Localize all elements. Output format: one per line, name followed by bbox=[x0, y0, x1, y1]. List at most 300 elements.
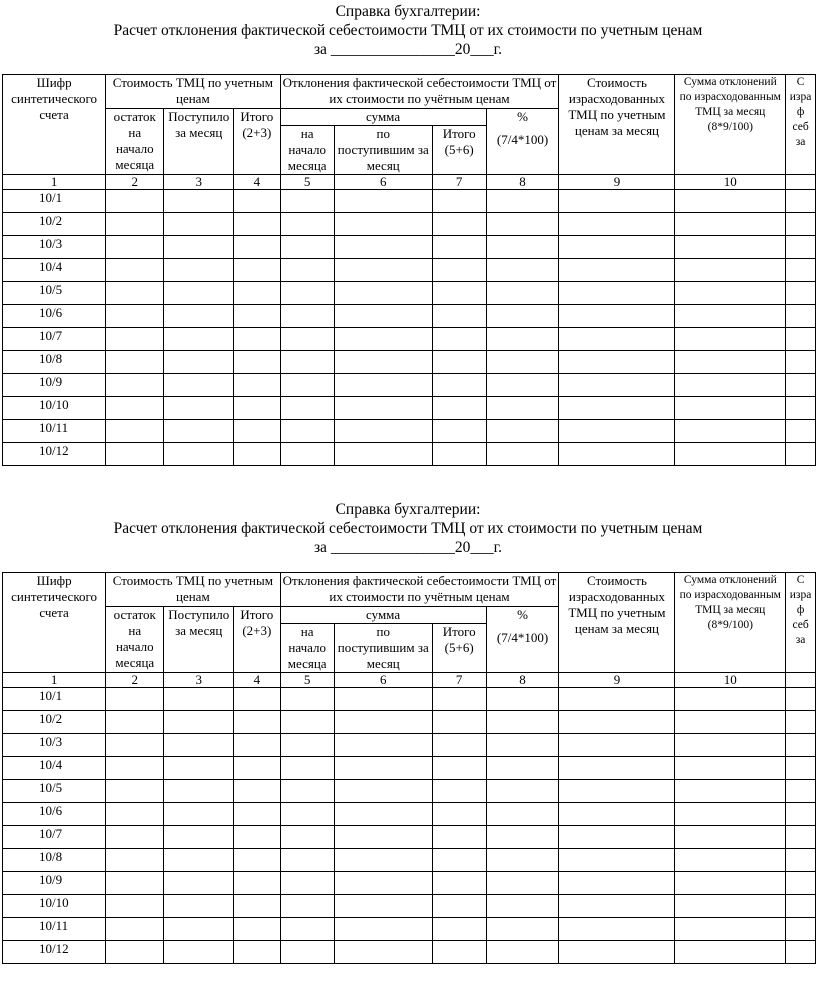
data-cell[interactable] bbox=[234, 780, 280, 803]
data-cell[interactable] bbox=[164, 849, 234, 872]
data-cell[interactable] bbox=[334, 328, 432, 351]
data-cell[interactable] bbox=[675, 236, 786, 259]
account-code-cell: 10/4 bbox=[3, 259, 106, 282]
data-cell[interactable] bbox=[432, 688, 486, 711]
data-cell[interactable] bbox=[334, 420, 432, 443]
data-cell[interactable] bbox=[334, 190, 432, 213]
data-cell[interactable] bbox=[786, 826, 816, 849]
data-cell[interactable] bbox=[280, 328, 334, 351]
data-cell[interactable] bbox=[559, 236, 675, 259]
data-cell[interactable] bbox=[486, 734, 559, 757]
data-cell[interactable] bbox=[675, 351, 786, 374]
table-row bbox=[3, 757, 816, 780]
data-cell[interactable] bbox=[675, 918, 786, 941]
data-cell[interactable] bbox=[334, 803, 432, 826]
data-cell[interactable] bbox=[106, 849, 164, 872]
data-cell[interactable] bbox=[559, 213, 675, 236]
col-total-2-3: Итого (2+3) bbox=[234, 109, 280, 175]
account-code-cell: 10/10 bbox=[3, 895, 106, 918]
data-cell[interactable] bbox=[164, 780, 234, 803]
data-cell[interactable] bbox=[106, 259, 164, 282]
data-cell[interactable] bbox=[234, 213, 280, 236]
data-cell[interactable] bbox=[486, 711, 559, 734]
data-cell[interactable] bbox=[280, 849, 334, 872]
data-cell[interactable] bbox=[234, 259, 280, 282]
data-cell[interactable] bbox=[675, 328, 786, 351]
data-cell[interactable] bbox=[280, 734, 334, 757]
data-cell[interactable] bbox=[786, 803, 816, 826]
data-cell[interactable] bbox=[334, 213, 432, 236]
col-percent bbox=[486, 109, 559, 175]
data-cell[interactable] bbox=[786, 941, 816, 964]
data-cell[interactable] bbox=[106, 397, 164, 420]
data-cell[interactable] bbox=[234, 872, 280, 895]
data-cell[interactable] bbox=[432, 941, 486, 964]
data-cell[interactable] bbox=[164, 351, 234, 374]
data-cell[interactable] bbox=[559, 259, 675, 282]
data-cell[interactable] bbox=[334, 351, 432, 374]
data-cell[interactable] bbox=[786, 757, 816, 780]
data-cell[interactable] bbox=[164, 259, 234, 282]
data-cell[interactable] bbox=[786, 328, 816, 351]
data-cell[interactable] bbox=[432, 420, 486, 443]
data-cell[interactable] bbox=[675, 711, 786, 734]
data-cell[interactable] bbox=[786, 190, 816, 213]
data-cell[interactable] bbox=[432, 895, 486, 918]
data-cell[interactable] bbox=[334, 757, 432, 780]
data-cell[interactable] bbox=[164, 420, 234, 443]
col-num: 5 bbox=[280, 175, 334, 190]
data-cell[interactable] bbox=[786, 259, 816, 282]
data-cell[interactable] bbox=[106, 895, 164, 918]
data-cell[interactable] bbox=[786, 213, 816, 236]
data-cell[interactable] bbox=[786, 688, 816, 711]
data-cell[interactable] bbox=[164, 443, 234, 466]
data-cell[interactable] bbox=[432, 397, 486, 420]
account-code-cell: 10/12 bbox=[3, 443, 106, 466]
data-cell[interactable] bbox=[280, 259, 334, 282]
table-row bbox=[3, 236, 816, 259]
data-cell[interactable] bbox=[559, 688, 675, 711]
data-cell[interactable] bbox=[164, 872, 234, 895]
data-cell[interactable] bbox=[559, 351, 675, 374]
data-cell[interactable] bbox=[559, 941, 675, 964]
data-cell[interactable] bbox=[106, 282, 164, 305]
data-cell[interactable] bbox=[334, 305, 432, 328]
data-cell[interactable] bbox=[675, 941, 786, 964]
data-cell[interactable] bbox=[234, 895, 280, 918]
account-code-cell: 10/8 bbox=[3, 849, 106, 872]
data-cell[interactable] bbox=[164, 757, 234, 780]
data-cell[interactable] bbox=[486, 374, 559, 397]
data-cell[interactable] bbox=[432, 780, 486, 803]
data-cell[interactable] bbox=[234, 688, 280, 711]
col-consumed-cost: Стоимость израсходованных ТМЦ по учетным ценам за месяц bbox=[559, 573, 675, 673]
data-cell[interactable] bbox=[559, 397, 675, 420]
data-cell[interactable] bbox=[559, 374, 675, 397]
data-cell[interactable] bbox=[106, 941, 164, 964]
data-cell[interactable] bbox=[280, 397, 334, 420]
col-num: 3 bbox=[164, 673, 234, 688]
data-cell[interactable] bbox=[106, 443, 164, 466]
data-cell[interactable] bbox=[559, 803, 675, 826]
data-cell[interactable] bbox=[486, 259, 559, 282]
data-cell[interactable] bbox=[106, 328, 164, 351]
col-partial: С изра ф себ за bbox=[786, 573, 816, 673]
col-num: 9 bbox=[559, 175, 675, 190]
col-num: 10 bbox=[675, 175, 786, 190]
table-row bbox=[3, 328, 816, 351]
data-cell[interactable] bbox=[106, 305, 164, 328]
data-cell[interactable] bbox=[432, 305, 486, 328]
table-row bbox=[3, 826, 816, 849]
data-cell[interactable] bbox=[486, 236, 559, 259]
form-2-table bbox=[2, 572, 816, 964]
col-num: 4 bbox=[234, 673, 280, 688]
data-cell[interactable] bbox=[675, 305, 786, 328]
data-cell[interactable] bbox=[164, 305, 234, 328]
data-cell[interactable] bbox=[106, 213, 164, 236]
data-cell[interactable] bbox=[786, 780, 816, 803]
data-cell[interactable] bbox=[106, 803, 164, 826]
data-cell[interactable] bbox=[334, 849, 432, 872]
data-cell[interactable] bbox=[675, 826, 786, 849]
form-heading: Расчет отклонения фактической себестоимости ТМЦ от их стоимости по учетным ценам bbox=[113, 520, 703, 537]
data-cell[interactable] bbox=[675, 443, 786, 466]
data-cell[interactable] bbox=[675, 282, 786, 305]
data-cell[interactable] bbox=[234, 826, 280, 849]
data-cell[interactable] bbox=[786, 918, 816, 941]
percent-formula: (7/4*100) bbox=[496, 630, 549, 645]
data-cell[interactable] bbox=[675, 803, 786, 826]
data-cell[interactable] bbox=[559, 420, 675, 443]
data-cell[interactable] bbox=[164, 213, 234, 236]
form-heading: Расчет отклонения фактической себестоимости ТМЦ от их стоимости по учетным ценам bbox=[113, 22, 703, 39]
data-cell[interactable] bbox=[280, 351, 334, 374]
data-cell[interactable] bbox=[164, 711, 234, 734]
data-cell[interactable] bbox=[432, 328, 486, 351]
data-cell[interactable] bbox=[280, 305, 334, 328]
col-dev-received: по поступившим за месяц bbox=[334, 126, 432, 175]
col-num: 7 bbox=[432, 175, 486, 190]
data-cell[interactable] bbox=[559, 328, 675, 351]
data-cell[interactable] bbox=[432, 351, 486, 374]
data-cell[interactable] bbox=[106, 826, 164, 849]
data-cell[interactable] bbox=[486, 420, 559, 443]
data-cell[interactable] bbox=[164, 397, 234, 420]
data-cell[interactable] bbox=[559, 872, 675, 895]
column-numbers-row bbox=[3, 175, 816, 190]
data-cell[interactable] bbox=[432, 443, 486, 466]
data-cell[interactable] bbox=[786, 282, 816, 305]
account-code-cell: 10/2 bbox=[3, 213, 106, 236]
form-title: Справка бухгалтерии: bbox=[335, 501, 481, 518]
data-cell[interactable] bbox=[675, 780, 786, 803]
col-dev-total: Итого (5+6) bbox=[432, 126, 486, 175]
data-cell[interactable] bbox=[280, 190, 334, 213]
data-cell[interactable] bbox=[486, 213, 559, 236]
data-cell[interactable] bbox=[334, 688, 432, 711]
data-cell[interactable] bbox=[334, 711, 432, 734]
data-cell[interactable] bbox=[234, 282, 280, 305]
data-cell[interactable] bbox=[675, 734, 786, 757]
data-cell[interactable] bbox=[432, 803, 486, 826]
data-cell[interactable] bbox=[486, 803, 559, 826]
data-cell[interactable] bbox=[675, 420, 786, 443]
data-cell[interactable] bbox=[486, 849, 559, 872]
data-cell[interactable] bbox=[559, 918, 675, 941]
data-cell[interactable] bbox=[432, 190, 486, 213]
data-cell[interactable] bbox=[280, 780, 334, 803]
data-cell[interactable] bbox=[164, 236, 234, 259]
table-row bbox=[3, 305, 816, 328]
data-cell[interactable] bbox=[786, 895, 816, 918]
data-cell[interactable] bbox=[280, 711, 334, 734]
table-row bbox=[3, 420, 816, 443]
data-cell[interactable] bbox=[486, 757, 559, 780]
data-cell[interactable] bbox=[786, 734, 816, 757]
data-cell[interactable] bbox=[164, 941, 234, 964]
data-cell[interactable] bbox=[234, 420, 280, 443]
account-code-cell: 10/5 bbox=[3, 780, 106, 803]
data-cell[interactable] bbox=[675, 259, 786, 282]
col-consumed-cost: Стоимость израсходованных ТМЦ по учетным ценам за месяц bbox=[559, 75, 675, 175]
col-group-cost: Стоимость ТМЦ по учетным ценам bbox=[106, 75, 280, 109]
data-cell[interactable] bbox=[106, 918, 164, 941]
data-cell[interactable] bbox=[786, 351, 816, 374]
data-cell[interactable] bbox=[786, 236, 816, 259]
data-cell[interactable] bbox=[106, 190, 164, 213]
data-cell[interactable] bbox=[280, 236, 334, 259]
data-cell[interactable] bbox=[675, 374, 786, 397]
data-cell[interactable] bbox=[106, 711, 164, 734]
data-cell[interactable] bbox=[280, 688, 334, 711]
data-cell[interactable] bbox=[280, 443, 334, 466]
data-cell[interactable] bbox=[280, 895, 334, 918]
data-cell[interactable] bbox=[675, 688, 786, 711]
percent-formula: (7/4*100) bbox=[496, 132, 549, 147]
data-cell[interactable] bbox=[432, 918, 486, 941]
data-cell[interactable] bbox=[106, 374, 164, 397]
data-cell[interactable] bbox=[334, 941, 432, 964]
data-cell[interactable] bbox=[432, 849, 486, 872]
data-cell[interactable] bbox=[675, 849, 786, 872]
data-cell[interactable] bbox=[334, 397, 432, 420]
col-total-2-3: Итого (2+3) bbox=[234, 607, 280, 673]
data-cell[interactable] bbox=[280, 918, 334, 941]
data-cell[interactable] bbox=[106, 688, 164, 711]
data-cell[interactable] bbox=[675, 895, 786, 918]
data-cell[interactable] bbox=[334, 780, 432, 803]
col-num: 5 bbox=[280, 673, 334, 688]
col-num: 6 bbox=[334, 673, 432, 688]
data-cell[interactable] bbox=[486, 351, 559, 374]
data-cell[interactable] bbox=[106, 780, 164, 803]
table-row bbox=[3, 282, 816, 305]
data-cell[interactable] bbox=[106, 757, 164, 780]
data-cell[interactable] bbox=[234, 918, 280, 941]
data-cell[interactable] bbox=[432, 826, 486, 849]
data-cell[interactable] bbox=[280, 803, 334, 826]
data-cell[interactable] bbox=[234, 374, 280, 397]
data-cell[interactable] bbox=[334, 895, 432, 918]
data-cell[interactable] bbox=[486, 688, 559, 711]
table-row bbox=[3, 803, 816, 826]
data-cell[interactable] bbox=[432, 711, 486, 734]
data-cell[interactable] bbox=[486, 941, 559, 964]
data-cell[interactable] bbox=[164, 282, 234, 305]
col-num: 4 bbox=[234, 175, 280, 190]
data-cell[interactable] bbox=[432, 236, 486, 259]
period-line: за ________________20___г. bbox=[313, 41, 503, 58]
data-cell[interactable] bbox=[432, 872, 486, 895]
data-cell[interactable] bbox=[432, 259, 486, 282]
col-sum: сумма bbox=[280, 109, 486, 126]
data-cell[interactable] bbox=[280, 374, 334, 397]
data-cell[interactable] bbox=[432, 374, 486, 397]
data-cell[interactable] bbox=[486, 328, 559, 351]
table-row bbox=[3, 849, 816, 872]
data-cell[interactable] bbox=[234, 397, 280, 420]
data-cell[interactable] bbox=[106, 734, 164, 757]
data-cell[interactable] bbox=[334, 826, 432, 849]
data-cell[interactable] bbox=[559, 757, 675, 780]
col-dev-opening: на начало месяца bbox=[280, 624, 334, 673]
data-cell[interactable] bbox=[280, 941, 334, 964]
data-cell[interactable] bbox=[334, 259, 432, 282]
data-cell[interactable] bbox=[675, 190, 786, 213]
data-cell[interactable] bbox=[234, 443, 280, 466]
data-cell[interactable] bbox=[486, 443, 559, 466]
data-cell[interactable] bbox=[559, 443, 675, 466]
account-code-cell: 10/7 bbox=[3, 328, 106, 351]
table-row bbox=[3, 397, 816, 420]
data-cell[interactable] bbox=[234, 305, 280, 328]
data-cell[interactable] bbox=[786, 872, 816, 895]
data-cell[interactable] bbox=[486, 305, 559, 328]
data-cell[interactable] bbox=[559, 780, 675, 803]
data-cell[interactable] bbox=[106, 872, 164, 895]
data-cell[interactable] bbox=[334, 872, 432, 895]
data-cell[interactable] bbox=[486, 397, 559, 420]
data-cell[interactable] bbox=[559, 190, 675, 213]
data-cell[interactable] bbox=[559, 305, 675, 328]
data-cell[interactable] bbox=[334, 918, 432, 941]
data-cell[interactable] bbox=[486, 872, 559, 895]
data-cell[interactable] bbox=[234, 328, 280, 351]
data-cell[interactable] bbox=[234, 190, 280, 213]
data-cell[interactable] bbox=[280, 826, 334, 849]
data-cell[interactable] bbox=[486, 282, 559, 305]
col-num: 1 bbox=[3, 175, 106, 190]
col-deviation-sum: Сумма отклонений по израсходованным ТМЦ за месяц (8*9/100) bbox=[675, 573, 786, 673]
data-cell[interactable] bbox=[164, 895, 234, 918]
data-cell[interactable] bbox=[334, 374, 432, 397]
table-row bbox=[3, 918, 816, 941]
data-cell[interactable] bbox=[164, 688, 234, 711]
data-cell[interactable] bbox=[106, 351, 164, 374]
data-cell[interactable] bbox=[334, 282, 432, 305]
data-cell[interactable] bbox=[234, 351, 280, 374]
account-code-cell: 10/11 bbox=[3, 420, 106, 443]
table-row bbox=[3, 351, 816, 374]
data-cell[interactable] bbox=[675, 757, 786, 780]
data-cell[interactable] bbox=[559, 711, 675, 734]
table-row bbox=[3, 711, 816, 734]
data-cell[interactable] bbox=[559, 826, 675, 849]
col-num bbox=[786, 175, 816, 190]
data-cell[interactable] bbox=[234, 803, 280, 826]
data-cell[interactable] bbox=[486, 895, 559, 918]
data-cell[interactable] bbox=[486, 190, 559, 213]
data-cell[interactable] bbox=[164, 826, 234, 849]
data-cell[interactable] bbox=[675, 872, 786, 895]
data-cell[interactable] bbox=[786, 374, 816, 397]
col-num: 8 bbox=[486, 175, 559, 190]
data-cell[interactable] bbox=[486, 780, 559, 803]
table-row bbox=[3, 895, 816, 918]
data-cell[interactable] bbox=[432, 734, 486, 757]
data-cell[interactable] bbox=[234, 236, 280, 259]
table-row bbox=[3, 443, 816, 466]
data-cell[interactable] bbox=[234, 757, 280, 780]
data-cell[interactable] bbox=[106, 236, 164, 259]
data-cell[interactable] bbox=[432, 213, 486, 236]
data-cell[interactable] bbox=[164, 918, 234, 941]
col-account-code: Шифр синтетического счета bbox=[3, 573, 106, 673]
data-cell[interactable] bbox=[786, 711, 816, 734]
data-cell[interactable] bbox=[786, 420, 816, 443]
data-cell[interactable] bbox=[234, 734, 280, 757]
data-cell[interactable] bbox=[280, 213, 334, 236]
data-cell[interactable] bbox=[234, 711, 280, 734]
data-cell[interactable] bbox=[164, 374, 234, 397]
data-cell[interactable] bbox=[559, 734, 675, 757]
data-cell[interactable] bbox=[164, 190, 234, 213]
data-cell[interactable] bbox=[786, 849, 816, 872]
data-cell[interactable] bbox=[675, 213, 786, 236]
col-sum: сумма bbox=[280, 607, 486, 624]
data-cell[interactable] bbox=[164, 734, 234, 757]
data-cell[interactable] bbox=[280, 757, 334, 780]
data-cell[interactable] bbox=[786, 443, 816, 466]
data-cell[interactable] bbox=[334, 443, 432, 466]
data-cell[interactable] bbox=[486, 826, 559, 849]
data-cell[interactable] bbox=[164, 803, 234, 826]
data-cell[interactable] bbox=[334, 236, 432, 259]
col-opening-balance: остаток на начало месяца bbox=[106, 109, 164, 175]
data-cell[interactable] bbox=[280, 420, 334, 443]
data-cell[interactable] bbox=[675, 397, 786, 420]
data-cell[interactable] bbox=[559, 282, 675, 305]
data-cell[interactable] bbox=[234, 941, 280, 964]
data-cell[interactable] bbox=[334, 734, 432, 757]
form-1 bbox=[0, 2, 816, 59]
account-code-cell: 10/9 bbox=[3, 374, 106, 397]
data-cell[interactable] bbox=[280, 282, 334, 305]
data-cell[interactable] bbox=[559, 849, 675, 872]
data-cell[interactable] bbox=[786, 305, 816, 328]
data-cell[interactable] bbox=[164, 328, 234, 351]
data-cell[interactable] bbox=[432, 757, 486, 780]
data-cell[interactable] bbox=[486, 918, 559, 941]
data-cell[interactable] bbox=[234, 849, 280, 872]
data-cell[interactable] bbox=[280, 872, 334, 895]
data-cell[interactable] bbox=[786, 397, 816, 420]
data-cell[interactable] bbox=[106, 420, 164, 443]
data-cell[interactable] bbox=[559, 895, 675, 918]
data-cell[interactable] bbox=[432, 282, 486, 305]
